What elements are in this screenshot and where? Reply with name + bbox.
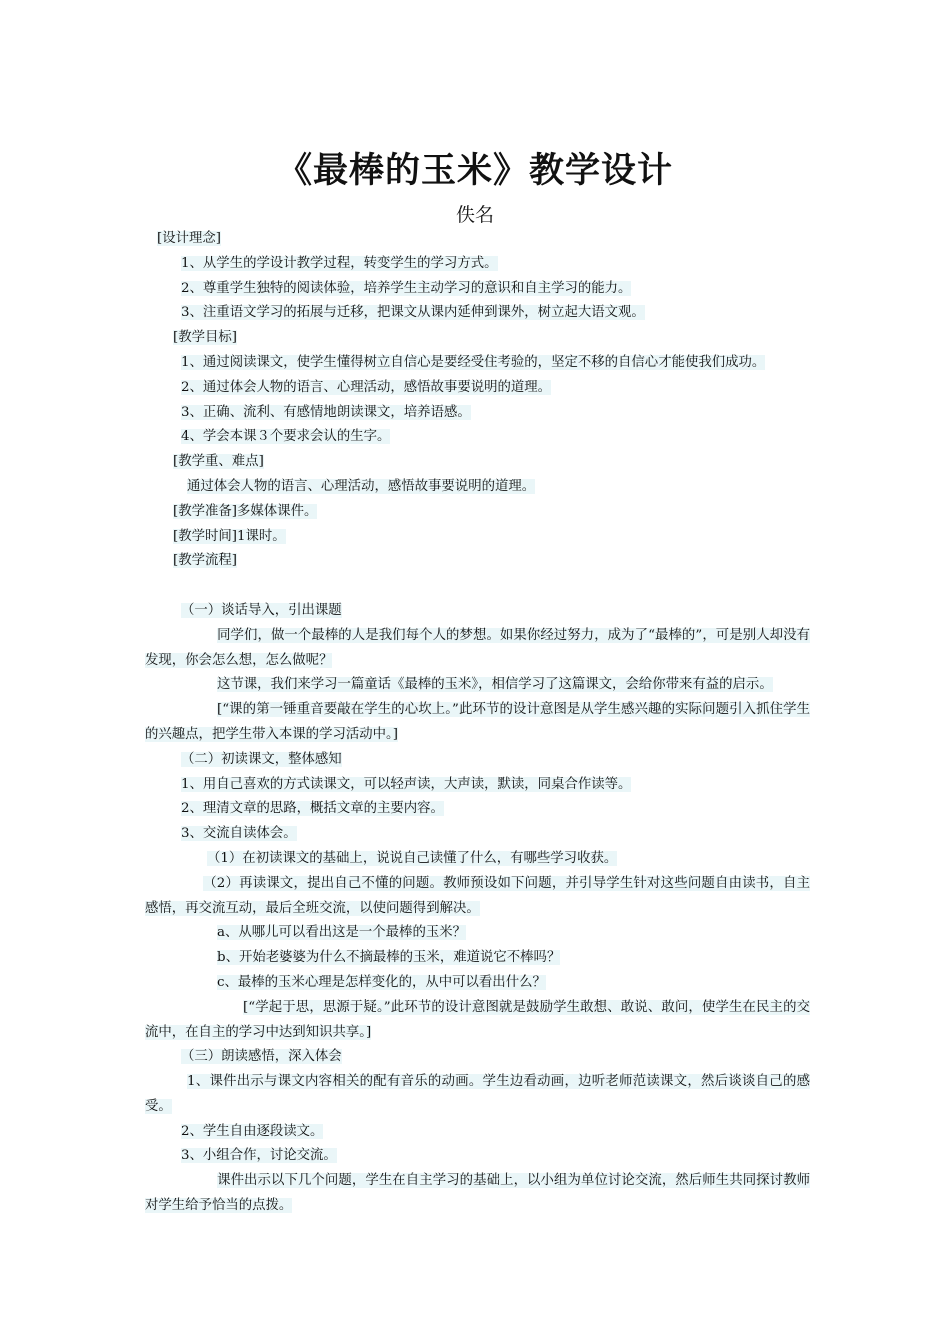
paragraph: 这节课，我们来学习一篇童话《最棒的玉米》，相信学习了这篇课文，会给你带来有益的启示。 — [217, 677, 773, 693]
section-heading-design-concept: [设计理念] — [157, 231, 222, 246]
section-heading-key-points: [教学重、难点] — [173, 454, 264, 470]
paragraph: （2）再读课文，提出自己不懂的问题。教师预设如下问题，并引导学生针对这些问题自由读书，自主感悟，再交流互动，最后全班交流，以使问题得到解决。 — [145, 875, 810, 916]
section-heading-preparation: [教学准备]多媒体课件。 — [173, 503, 318, 519]
section-heading-teaching-goals: [教学目标] — [173, 330, 238, 346]
document-author: 佚名 — [455, 204, 494, 226]
subsection-heading: （二）初读课文，整体感知 — [181, 751, 342, 767]
paragraph: 同学们，做一个最棒的人是我们每个人的梦想。如果你经过努力，成为了“最棒的”，可是别人却没有发现，你会怎么想，怎么做呢？ — [145, 627, 810, 668]
paragraph: 3、正确、流利、有感情地朗读课文，培养语感。 — [181, 404, 471, 420]
section-heading-process: [教学流程] — [173, 553, 238, 569]
document-body — [145, 227, 810, 1219]
paragraph: 1、用自己喜欢的方式读课文，可以轻声读，大声读，默读，同桌合作读等。 — [181, 776, 632, 792]
subsection-heading: （一）谈话导入，引出课题 — [181, 602, 342, 618]
paragraph: 3、交流自读体会。 — [181, 826, 297, 842]
paragraph: 2、尊重学生独特的阅读体验，培养学生主动学习的意识和自主学习的能力。 — [181, 280, 632, 296]
design-note: [“学起于思，思源于疑。”此环节的设计意图就是鼓励学生敢想、敢说、敢问，使学生在民主的交流中，在自主的学习中达到知识共享。] — [145, 999, 810, 1040]
subsection-heading: （三）朗读感悟，深入体会 — [181, 1049, 342, 1065]
paragraph: 3、小组合作，讨论交流。 — [181, 1148, 337, 1164]
section-heading-time: [教学时间]1课时。 — [173, 528, 286, 544]
paragraph: 1、通过阅读课文，使学生懂得树立自信心是要经受住考验的，坚定不移的自信心才能使我们成功。 — [181, 354, 766, 370]
paragraph: 2、理清文章的思路，概括文章的主要内容。 — [181, 801, 444, 817]
paragraph: （1）在初读课文的基础上，说说自己读懂了什么，有哪些学习收获。 — [207, 850, 618, 866]
paragraph: 4、学会本课３个要求会认的生字。 — [181, 429, 391, 445]
paragraph: 1、课件出示与课文内容相关的配有音乐的动画。学生边看动画，边听老师范读课文，然后谈谈自己的感受。 — [145, 1074, 810, 1114]
design-note: [“课的第一锤重音要敲在学生的心坎上。”此环节的设计意图是从学生感兴趣的实际问题引入抓住学生的兴趣点，把学生带入本课的学习活动中。] — [145, 702, 810, 742]
paragraph: 1、从学生的学设计教学过程，转变学生的学习方式。 — [181, 255, 498, 271]
paragraph: 2、通过体会人物的语言、心理活动，感悟故事要说明的道理。 — [181, 379, 552, 395]
question-item: c、最棒的玉米心理是怎样变化的，从中可以看出什么？ — [217, 974, 546, 990]
document-title: 《最棒的玉米》教学设计 — [276, 150, 673, 191]
paragraph: 通过体会人物的语言、心理活动，感悟故事要说明的道理。 — [187, 478, 536, 494]
question-item: b、开始老婆婆为什么不摘最棒的玉米，难道说它不棒吗？ — [217, 950, 561, 966]
paragraph: 2、学生自由逐段读文。 — [181, 1123, 324, 1139]
paragraph: 课件出示以下几个问题，学生在自主学习的基础上，以小组为单位讨论交流，然后师生共同探讨教师对学生给予恰当的点拨。 — [145, 1173, 810, 1214]
paragraph: 3、注重语文学习的拓展与迁移，把课文从课内延伸到课外，树立起大语文观。 — [181, 305, 645, 321]
question-item: a、从哪儿可以看出这是一个最棒的玉米？ — [217, 925, 467, 941]
